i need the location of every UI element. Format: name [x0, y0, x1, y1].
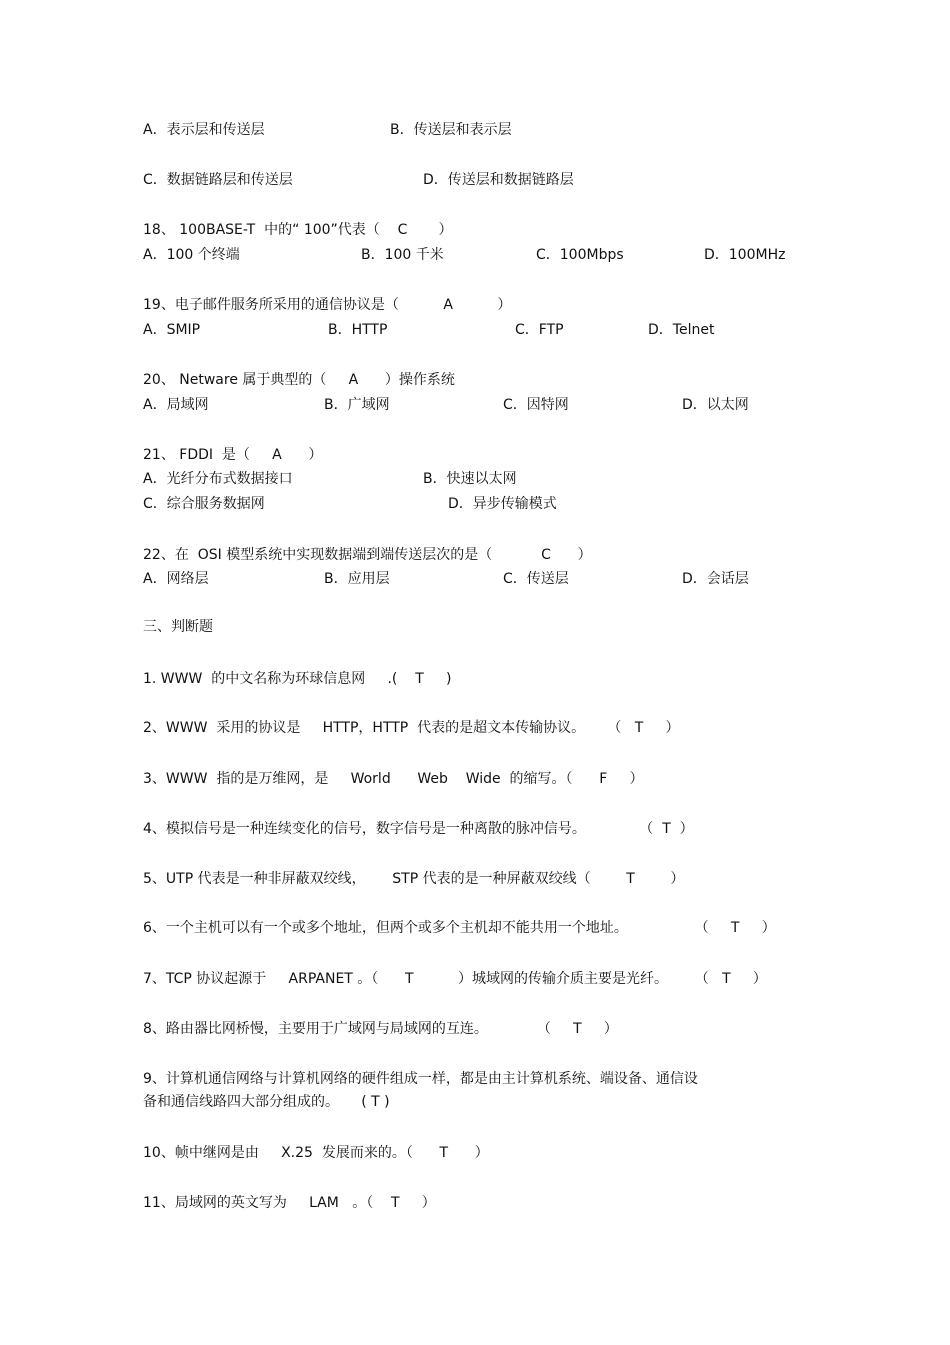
q21-option-b: B．快速以太网 [423, 471, 517, 487]
q20-option-c: C．因特网 [503, 397, 569, 413]
tf-item-7: 7、TCP 协议起源于 ARPANET 。（ T ）城域网的传输介质主要是光纤。 （ T ） [143, 971, 767, 987]
tf-item-11: 11、局域网的英文写为 LAM 。（ T ） [143, 1195, 436, 1211]
tf-item-6: 6、一个主机可以有一个或多个地址，但两个或多个主机却不能共用一个地址。 （ T ） [143, 920, 776, 936]
tf-item-10: 10、帧中继网是由 X.25 发展而来的。（ T ） [143, 1145, 489, 1161]
section-title: 三、判断题 [143, 619, 213, 635]
q17-option-b: B．传送层和表示层 [390, 122, 512, 138]
tf-item-2: 2、WWW 采用的协议是 HTTP，HTTP 代表的是超文本传输协议。 （ T ） [143, 720, 680, 736]
q20-stem: 20、 Netware 属于典型的（ A ）操作系统 [143, 372, 455, 388]
tf-item-9-line1: 9、计算机通信网络与计算机网络的硬件组成一样，都是由主计算机系统、端设备、通信设 [143, 1071, 698, 1087]
q18-stem: 18、 100BASE-T 中的“ 100”代表（ C ） [143, 222, 453, 238]
tf-item-9-line2: 备和通信线路四大部分组成的。 ( T ) [143, 1094, 390, 1110]
q18-option-d: D．100MHz [704, 247, 786, 263]
q22-option-c: C．传送层 [503, 571, 569, 587]
q18-option-a: A．100 个终端 [143, 247, 240, 263]
tf-item-5: 5、UTP 代表是一种非屏蔽双绞线， STP 代表的是一种屏蔽双绞线（ T ） [143, 871, 685, 887]
q19-option-b: B．HTTP [328, 322, 388, 338]
q20-option-d: D．以太网 [682, 397, 749, 413]
tf-item-8: 8、路由器比网桥慢，主要用于广域网与局域网的互连。 （ T ） [143, 1021, 618, 1037]
q21-stem: 21、 FDDI 是（ A ） [143, 447, 323, 463]
q20-option-b: B．广域网 [324, 397, 390, 413]
q19-option-d: D．Telnet [648, 322, 715, 338]
q21-option-d: D．异步传输模式 [448, 496, 557, 512]
tf-item-3: 3、WWW 指的是万维网，是 World Web Wide 的缩写。（ F ） [143, 771, 644, 787]
q20-option-a: A．局域网 [143, 397, 209, 413]
tf-item-1: 1. WWW 的中文名称为环球信息网 .( T ) [143, 671, 452, 687]
q17-option-c: C．数据链路层和传送层 [143, 172, 293, 188]
q21-option-a: A．光纤分布式数据接口 [143, 471, 293, 487]
tf-item-4: 4、模拟信号是一种连续变化的信号，数字信号是一种离散的脉冲信号。 （ T ） [143, 821, 694, 837]
q22-option-d: D．会话层 [682, 571, 749, 587]
q22-option-a: A．网络层 [143, 571, 209, 587]
q17-option-d: D．传送层和数据链路层 [423, 172, 574, 188]
q22-option-b: B．应用层 [324, 571, 390, 587]
q17-option-a: A．表示层和传送层 [143, 122, 265, 138]
q21-option-c: C．综合服务数据网 [143, 496, 265, 512]
q18-option-b: B．100 千米 [361, 247, 444, 263]
q22-stem: 22、在 OSI 模型系统中实现数据端到端传送层次的是（ C ） [143, 547, 592, 563]
q19-option-c: C．FTP [515, 322, 564, 338]
q19-option-a: A．SMIP [143, 322, 201, 338]
q19-stem: 19、电子邮件服务所采用的通信协议是（ A ） [143, 297, 512, 313]
q18-option-c: C．100Mbps [536, 247, 624, 263]
